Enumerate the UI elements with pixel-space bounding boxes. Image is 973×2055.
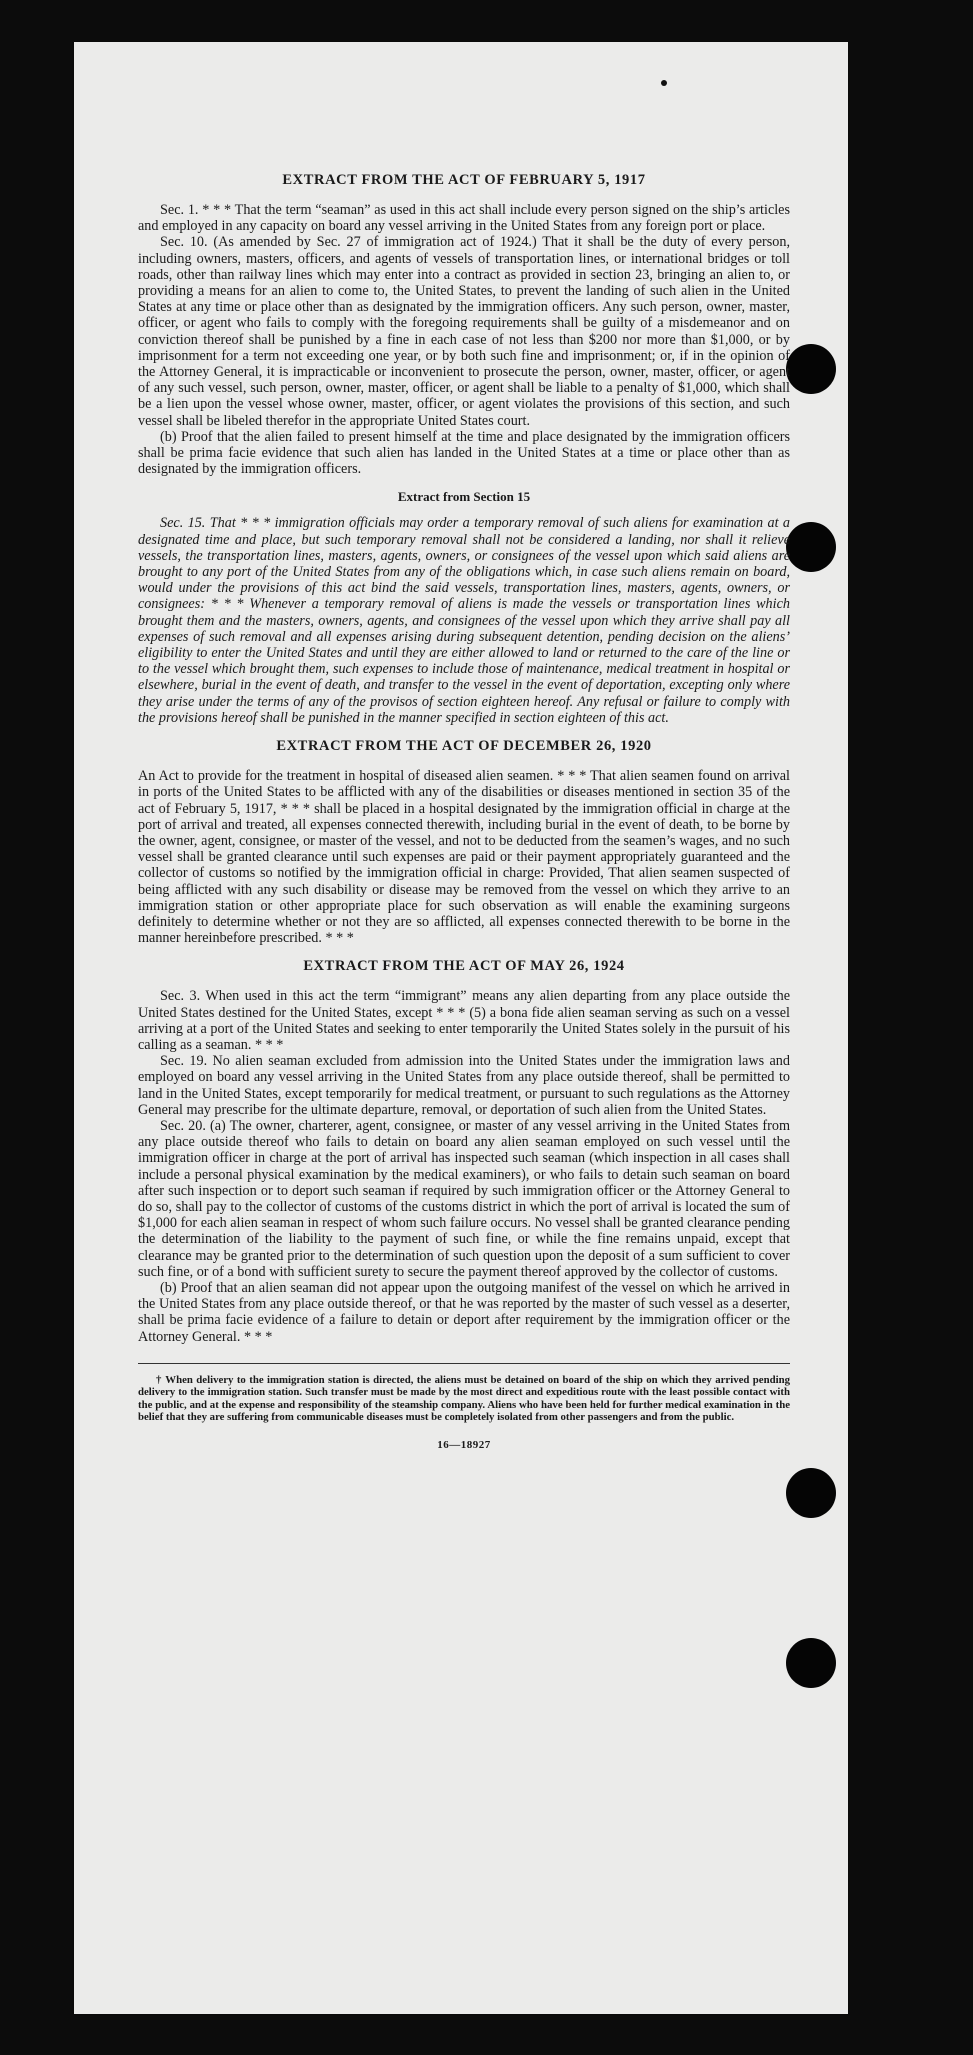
paragraph: An Act to provide for the treatment in hospital of diseased alien seamen. * * * That alien seamen found on arrival in ports of the United States to be afflicted with any of the disabilities or diseases mentioned in section 35 of the act of February 5, 1917, * * * shall be placed in a hospital designated by the immigration official in charge at the port of arrival and treated, all expenses connected therewith, including burial in the event of death, to be borne by the owner, agent, consignee, or master of the vessel, and not to be deducted from the seamen’s wages, and no such vessel shall be granted clearance until such expenses are paid or their payment appropriately guaranteed and the collector of customs so notified by the immigration official in charge: Provided, That alien seamen suspected of being afflicted with any such disability or disease may be removed from the vessel on which they arrive to an immigration station or other appropriate place for such observation as will enable the examining surgeons definitely to determine whether or not they are so afflicted, all expenses connected therewith to be borne in the manner hereinbefore prescribed. * * *: [138, 768, 790, 947]
paragraph: Sec. 10. (As amended by Sec. 27 of immigration act of 1924.) That it shall be the duty of every person, including owners, masters, officers, and agents of vessels of transportation lines, or international bridges or toll roads, other than railway lines which may enter into a contract as provided in section 23, bringing an alien to, or providing a means for an alien to come to, the United States, to prevent the landing of such alien in the United States at any time or place other than as designated by the immigration officers. Any such person, owner, master, officer, or agent who fails to comply with the foregoing requirements shall be guilty of a misdemeanor and on conviction thereof shall be punished by a fine in each case of not less than $200 nor more than $1,000, or by imprisonment for a term not exceeding one year, or by both such fine and imprisonment; or, if in the opinion of the Attorney General, it is impracticable or inconvenient to prosecute the person, owner, master, officer, or agent of any such vessel, such person, owner, master, officer, or agent shall be liable to a penalty of $1,000, which shall be a lien upon the vessel whose owner, master, officer, or agent violates the provisions of this section, and such vessel shall be libeled therefor in the appropriate United States court.: [138, 234, 790, 429]
punch-hole: [786, 522, 836, 572]
section-act-1924: [138, 958, 790, 1344]
footnote-divider: [138, 1363, 790, 1364]
paragraph: Sec. 15. That * * * immigration officials may order a temporary removal of such aliens for examination at a designated time and place, but such temporary removal shall not be considered a landing, nor shall it relieve vessels, the transportation lines, masters, agents, owners, or consignees of the vessel upon which said aliens are brought to any port of the United States from any of the obligations which, in case such aliens remain on board, would under the provisions of this act bind the said vessels, transportation lines, masters, agents, owners, or consignees: * * * Whenever a temporary removal of aliens is made the vessels or transportation lines which brought them and the masters, owners, agents, and consignees of the vessel upon which they arrive shall pay all expenses of such removal and all expenses arising during subsequent detention, pending decision on the aliens’ eligibility to enter the United States and until they are either allowed to land or returned to the care of the line or to the vessel which brought them, such expenses to include those of maintenance, medical treatment in hospital or elsewhere, burial in the event of death, and transfer to the vessel in the event of deportation, excepting only where they arise under the terms of any of the provisos of section eighteen hereof. Any refusal or failure to comply with the provisions hereof shall be punished in the manner specified in section eighteen of this act.: [138, 515, 790, 726]
section-title: EXTRACT FROM THE ACT OF MAY 26, 1924: [303, 958, 625, 975]
section-extract-15: [138, 489, 790, 726]
paragraph: Sec. 1. * * * That the term “seaman” as used in this act shall include every person signed on the ship’s articles and employed in any capacity on board any vessel arriving in the United States from any foreign port or place.: [138, 202, 790, 235]
paragraph: Sec. 20. (a) The owner, charterer, agent, consignee, or master of any vessel arriving in the United States from any place outside thereof who fails to detain on board any alien seaman employed on such vessel until the immigration officer in charge at the port of arrival has inspected such seaman (which inspection in all cases shall include a personal physical examination by the medical examiners), or who fails to detain such seaman on board after such inspection or to deport such seaman if required by such immigration officer or the Attorney General to do so, shall pay to the collector of customs of the customs district in which the port of arrival is located the sum of $1,000 for each alien seaman in respect of whom such failure occurs. No vessel shall be granted clearance pending the determination of the liability to the payment of such fine, or while the fine remains unpaid, except that clearance may be granted prior to the determination of such question upon the deposit of a sum sufficient to cover such fine, or of a bond with sufficient surety to secure the payment thereof approved by the collector of customs.: [138, 1117, 790, 1280]
paragraph: (b) Proof that the alien failed to present himself at the time and place designated by the immigration officers shall be prima facie evidence that such alien has landed in the United States at a time or place other than as designated by the immigration officers.: [138, 428, 790, 478]
punch-hole: [786, 1638, 836, 1688]
footnote: † When delivery to the immigration station is directed, the aliens must be detained on board of the ship on which they arrived pending delivery to the immigration station. Such transfer must be made by the most direct and expeditious route with the least possible contact with the public, and at the expense and responsibility of the steamship company. Aliens who have been held for further medical examination in the belief that they are suffering from communicable diseases must be completely isolated from other passengers and from the public.: [138, 1373, 790, 1424]
section-title: EXTRACT FROM THE ACT OF DECEMBER 26, 1920: [276, 738, 652, 755]
paragraph: (b) Proof that an alien seaman did not appear upon the outgoing manifest of the vessel on which he arrived in the United States from any place outside thereof, or that he was reported by the master of such vessel as a deserter, shall be prima facie evidence of a failure to detain or deport after requirement by the immigration officer or the Attorney General. * * *: [138, 1279, 790, 1345]
paragraph: Sec. 19. No alien seaman excluded from admission into the United States under the immigration laws and employed on board any vessel arriving in the United States from any place outside thereof, shall be permitted to land in the United States, except temporarily for medical treatment, or pursuant to such regulations as the Attorney General may prescribe for the ultimate departure, removal, or deportation of such alien from the United States.: [138, 1053, 790, 1118]
document-page: [74, 42, 848, 2014]
page-number: 16—18927: [437, 1439, 491, 1452]
section-act-1920: [138, 738, 790, 946]
section-subtitle: Extract from Section 15: [397, 489, 531, 505]
punch-hole: [786, 344, 836, 394]
paragraph: Sec. 3. When used in this act the term “immigrant” means any alien departing from any place outside the United States destined for the United States, except * * * (5) a bona fide alien seaman serving as such on a vessel arriving at a port of the United States and seeking to enter temporarily the United States solely in the pursuit of his calling as a seaman. * * *: [138, 988, 790, 1053]
section-act-1917: [138, 172, 790, 477]
punch-hole: [786, 1468, 836, 1518]
section-title: EXTRACT FROM THE ACT OF FEBRUARY 5, 1917: [282, 172, 646, 188]
document-body: [138, 172, 790, 1451]
ink-dot: [661, 80, 667, 86]
